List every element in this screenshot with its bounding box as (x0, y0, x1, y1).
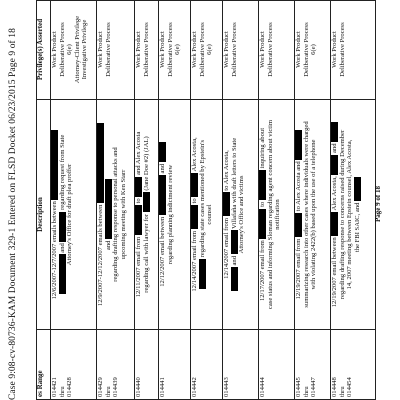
description-text: and (58, 243, 66, 253)
header-privileges: Privilege(s) Asserted (36, 0, 50, 100)
header-bates-range: es Range (36, 370, 44, 397)
bates-cell: 014442 (191, 377, 198, 397)
description-cell: 12/14/2007 email from to Alex Acosta, and Villafaña with draft letters to State Attorney's Office and victims (222, 100, 258, 330)
table-row (158, 0, 191, 400)
redaction-box (105, 179, 112, 239)
bates-cell: 014448 thru 014454 (331, 377, 354, 397)
table-row (50, 0, 97, 400)
bates-cell: 014440 (135, 377, 142, 397)
description-cell: 12/19/2007 email between Alex Acosta, and regarding drafting response to concerns raised during December 14, 2007 meeting between Epstein counsel, Alex Acosta, the FBI SAIC, and (330, 100, 376, 330)
docket-header: Case 9:08-cv-80736-KAM Document 329-1 Entered on FLSD Docket 06/23/2015 Page 9 of 18 (8, 28, 18, 400)
description-cell: 12/17/2007 email from to inquiring about case status and informing Sloman regarding agent concern about victim notification (258, 100, 294, 330)
description-text: 12/6/2007-12/7/2007 emails between (51, 201, 59, 300)
table-row (190, 0, 223, 400)
redaction-box (51, 130, 58, 200)
page-footer: Page 9 of 18 (374, 186, 382, 222)
redaction-box (59, 212, 66, 242)
table-row (96, 0, 135, 400)
privilege-log-table (36, 0, 376, 400)
privilege-cell: Work Product Deliberative Process 6(e) (158, 0, 190, 100)
bates-start: 014421 (51, 377, 58, 397)
description-text: regarding request from State (58, 134, 66, 210)
bates-cell: 014443 (223, 377, 230, 397)
privilege-cell: Work Product Deliberative Process (258, 0, 294, 100)
redaction-box (97, 123, 104, 203)
privilege-cell: Work Product Deliberative Process (222, 0, 258, 100)
table-row (134, 0, 159, 400)
bates-cell (50, 330, 96, 400)
description-cell: 12/9/2007-12/12/2007 emails between and regarding drafting response to personal attacks and upcoming meeting with Ken Starr (96, 100, 134, 330)
description-cell: 12/11/2007 email from to and Alex Acosta regarding call with lawyer for (Jane Doe #2) (JAL) (134, 100, 158, 330)
table-row (222, 0, 259, 400)
header-description: Description (36, 100, 50, 330)
table-row (294, 0, 331, 400)
description-cell (50, 100, 96, 330)
description-cell: 12/12/2007 email between and regarding planning indictment review (158, 100, 190, 330)
table-row (330, 0, 376, 400)
description-cell: 12/19/2007 email from to Alex Acosta and summarizing research into other cases where individuals were charged with violating 2422(b) based upon the use of a telephone (294, 100, 330, 330)
privilege-cell: Work Product Deliberative Process (330, 0, 376, 100)
privilege-cell: Work Product Deliberative Process (134, 0, 158, 100)
bates-cell: 014445 thru 014447 (295, 377, 318, 397)
privilege-cell: Work Product Deliberative Process 6(e) (190, 0, 222, 100)
privilege-cell: Work Product Deliberative Process 6(e) (294, 0, 330, 100)
description-text: Attorney's Office for draft plea proffer (66, 163, 74, 266)
bates-cell: 014444 (259, 377, 266, 397)
description-cell: 12/14/2007 email from to Alex Acosta, regarding state cases mentioned by Epstein's counsel (190, 100, 222, 330)
table-row (258, 0, 295, 400)
bates-end: 014428 (66, 377, 74, 397)
privilege-cell: Work Product Deliberative Process (96, 0, 134, 100)
redaction-box (59, 254, 66, 294)
privilege-cell: Work Product Deliberative Process 6(e) Attorney-Client Privilege Investigative Privilege (50, 0, 96, 100)
table-header-row (36, 0, 51, 400)
bates-cell: 014441 (159, 377, 166, 397)
bates-thru: thru (58, 386, 66, 397)
bates-cell: 014429 thru 014439 (97, 377, 120, 397)
